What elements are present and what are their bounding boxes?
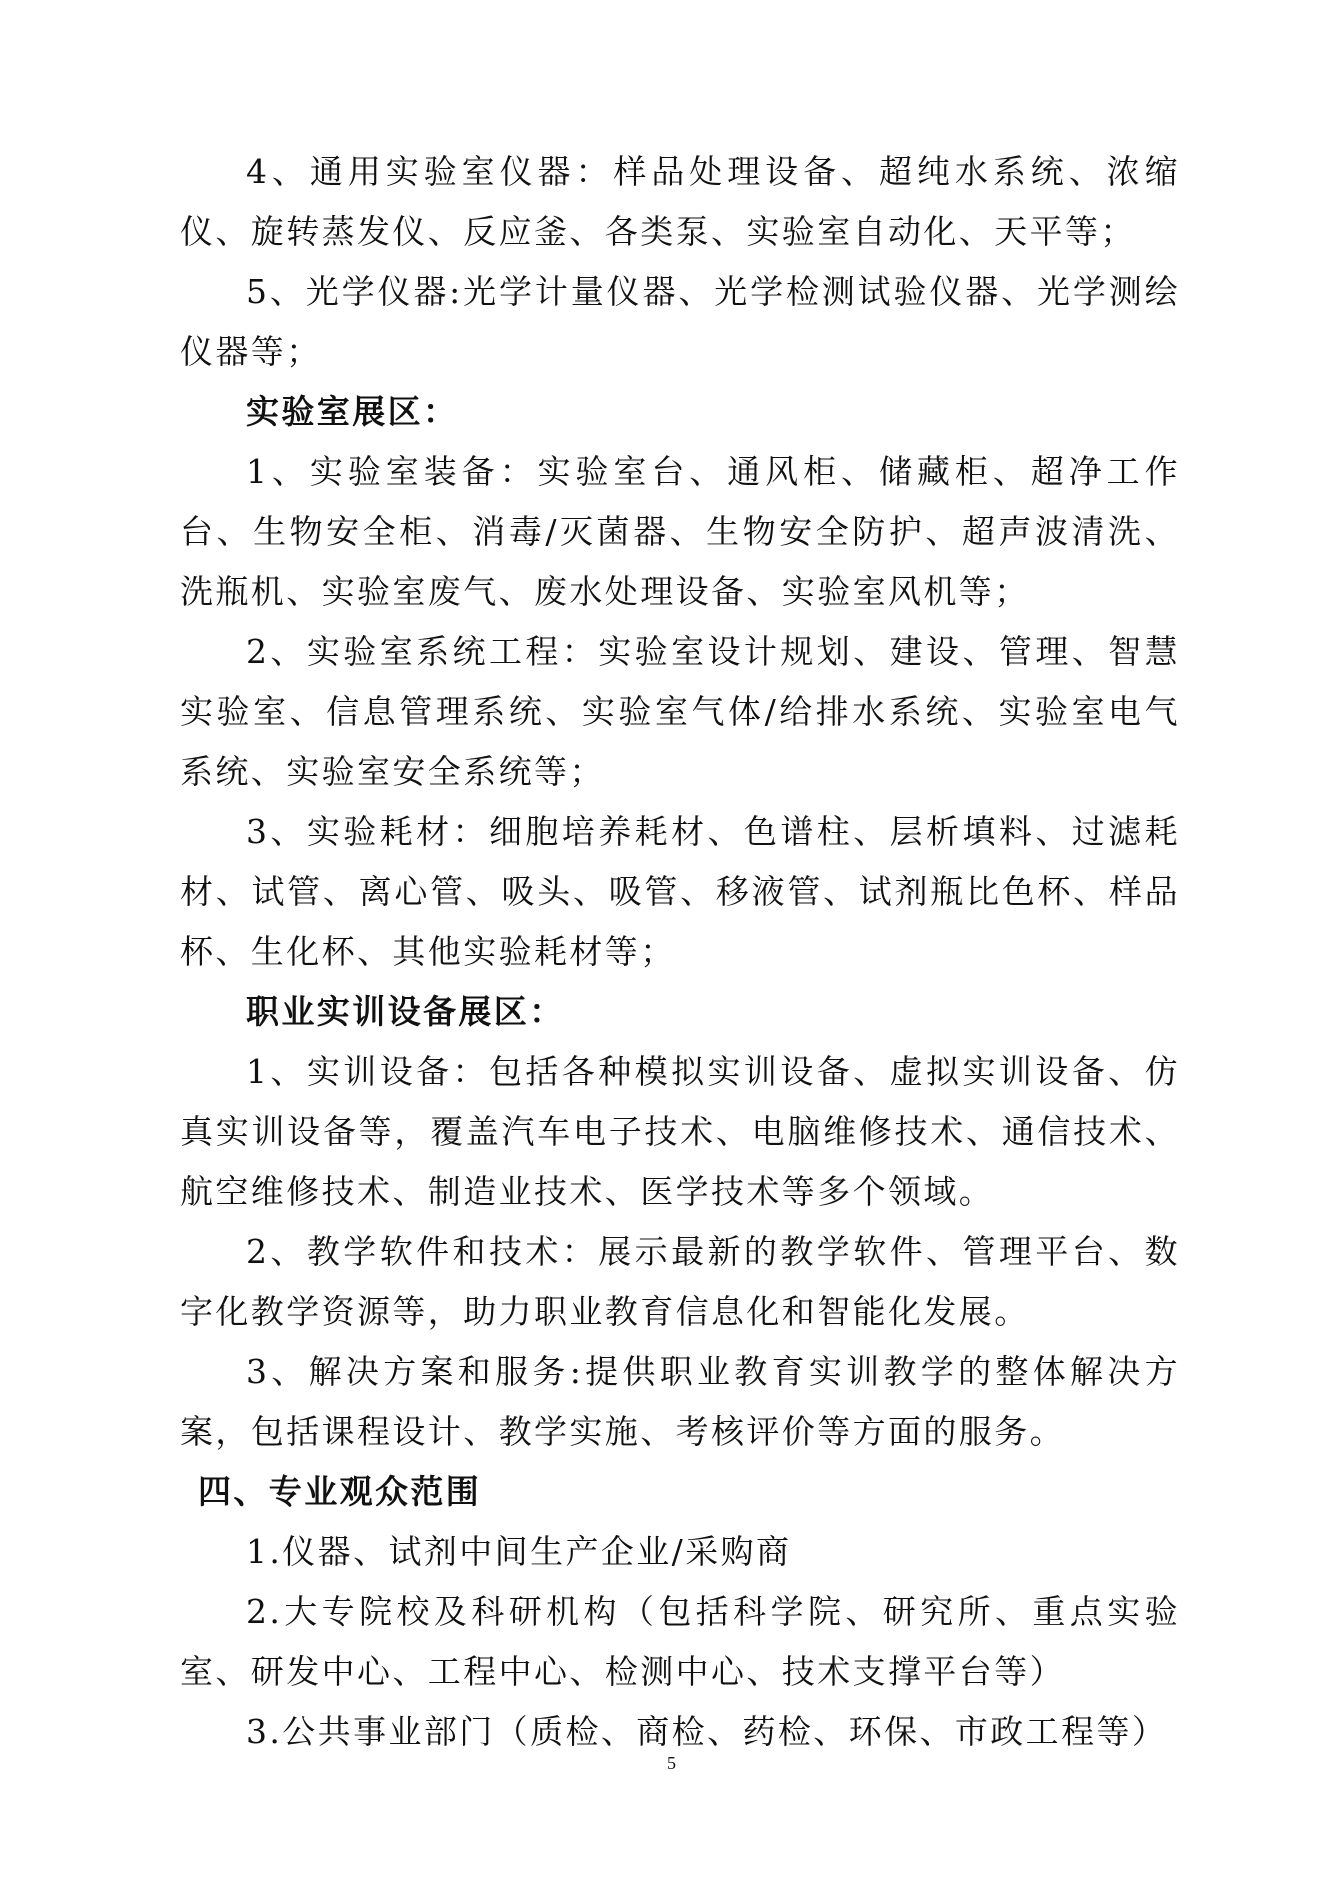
paragraph-optical-instruments: 5、光学仪器:光学计量仪器、光学检测试验仪器、光学测绘仪器等； bbox=[180, 272, 1180, 371]
page-number: 5 bbox=[667, 1753, 676, 1773]
paragraph-lab-consumables: 3、实验耗材：细胞培养耗材、色谱柱、层析填料、过滤耗材、试管、离心管、吸头、吸管、移液管、试剂瓶比色杯、样品杯、生化杯、其他实验耗材等； bbox=[180, 812, 1180, 971]
paragraph-audience-item-1: 1.仪器、试剂中间生产企业/采购商 bbox=[246, 1532, 792, 1571]
section-heading-vocational-training: 职业实训设备展区： bbox=[246, 992, 565, 1031]
chapter-heading-audience-scope: 四、专业观众范围 bbox=[198, 1472, 482, 1511]
paragraph-teaching-software: 2、教学软件和技术：展示最新的教学软件、管理平台、数字化教学资源等，助力职业教育信息化和智能化发展。 bbox=[180, 1232, 1180, 1331]
paragraph-audience-item-3: 3.公共事业部门（质检、商检、药检、环保、市政工程等） bbox=[246, 1712, 1168, 1751]
paragraph-training-equipment: 1、实训设备：包括各种模拟实训设备、虚拟实训设备、仿真实训设备等，覆盖汽车电子技术、电脑维修技术、通信技术、航空维修技术、制造业技术、医学技术等多个领域。 bbox=[180, 1052, 1180, 1211]
section-heading-lab-exhibition: 实验室展区： bbox=[246, 392, 459, 431]
paragraph-audience-item-2: 2.大专院校及科研机构（包括科学院、研究所、重点实验室、研发中心、工程中心、检测中心、技术支撑平台等） bbox=[180, 1592, 1180, 1691]
paragraph-lab-system-engineering: 2、实验室系统工程：实验室设计规划、建设、管理、智慧实验室、信息管理系统、实验室气体/给排水系统、实验室电气系统、实验室安全系统等； bbox=[180, 632, 1180, 791]
paragraph-general-lab-instruments: 4、通用实验室仪器：样品处理设备、超纯水系统、浓缩仪、旋转蒸发仪、反应釜、各类泵、实验室自动化、天平等； bbox=[180, 152, 1180, 251]
paragraph-lab-equipment: 1、实验室装备：实验室台、通风柜、储藏柜、超净工作台、生物安全柜、消毒/灭菌器、生物安全防护、超声波清洗、洗瓶机、实验室废气、废水处理设备、实验室风机等； bbox=[180, 452, 1180, 611]
paragraph-solutions-services: 3、解决方案和服务:提供职业教育实训教学的整体解决方案，包括课程设计、教学实施、考核评价等方面的服务。 bbox=[180, 1352, 1180, 1451]
page-body bbox=[180, 142, 1180, 1762]
